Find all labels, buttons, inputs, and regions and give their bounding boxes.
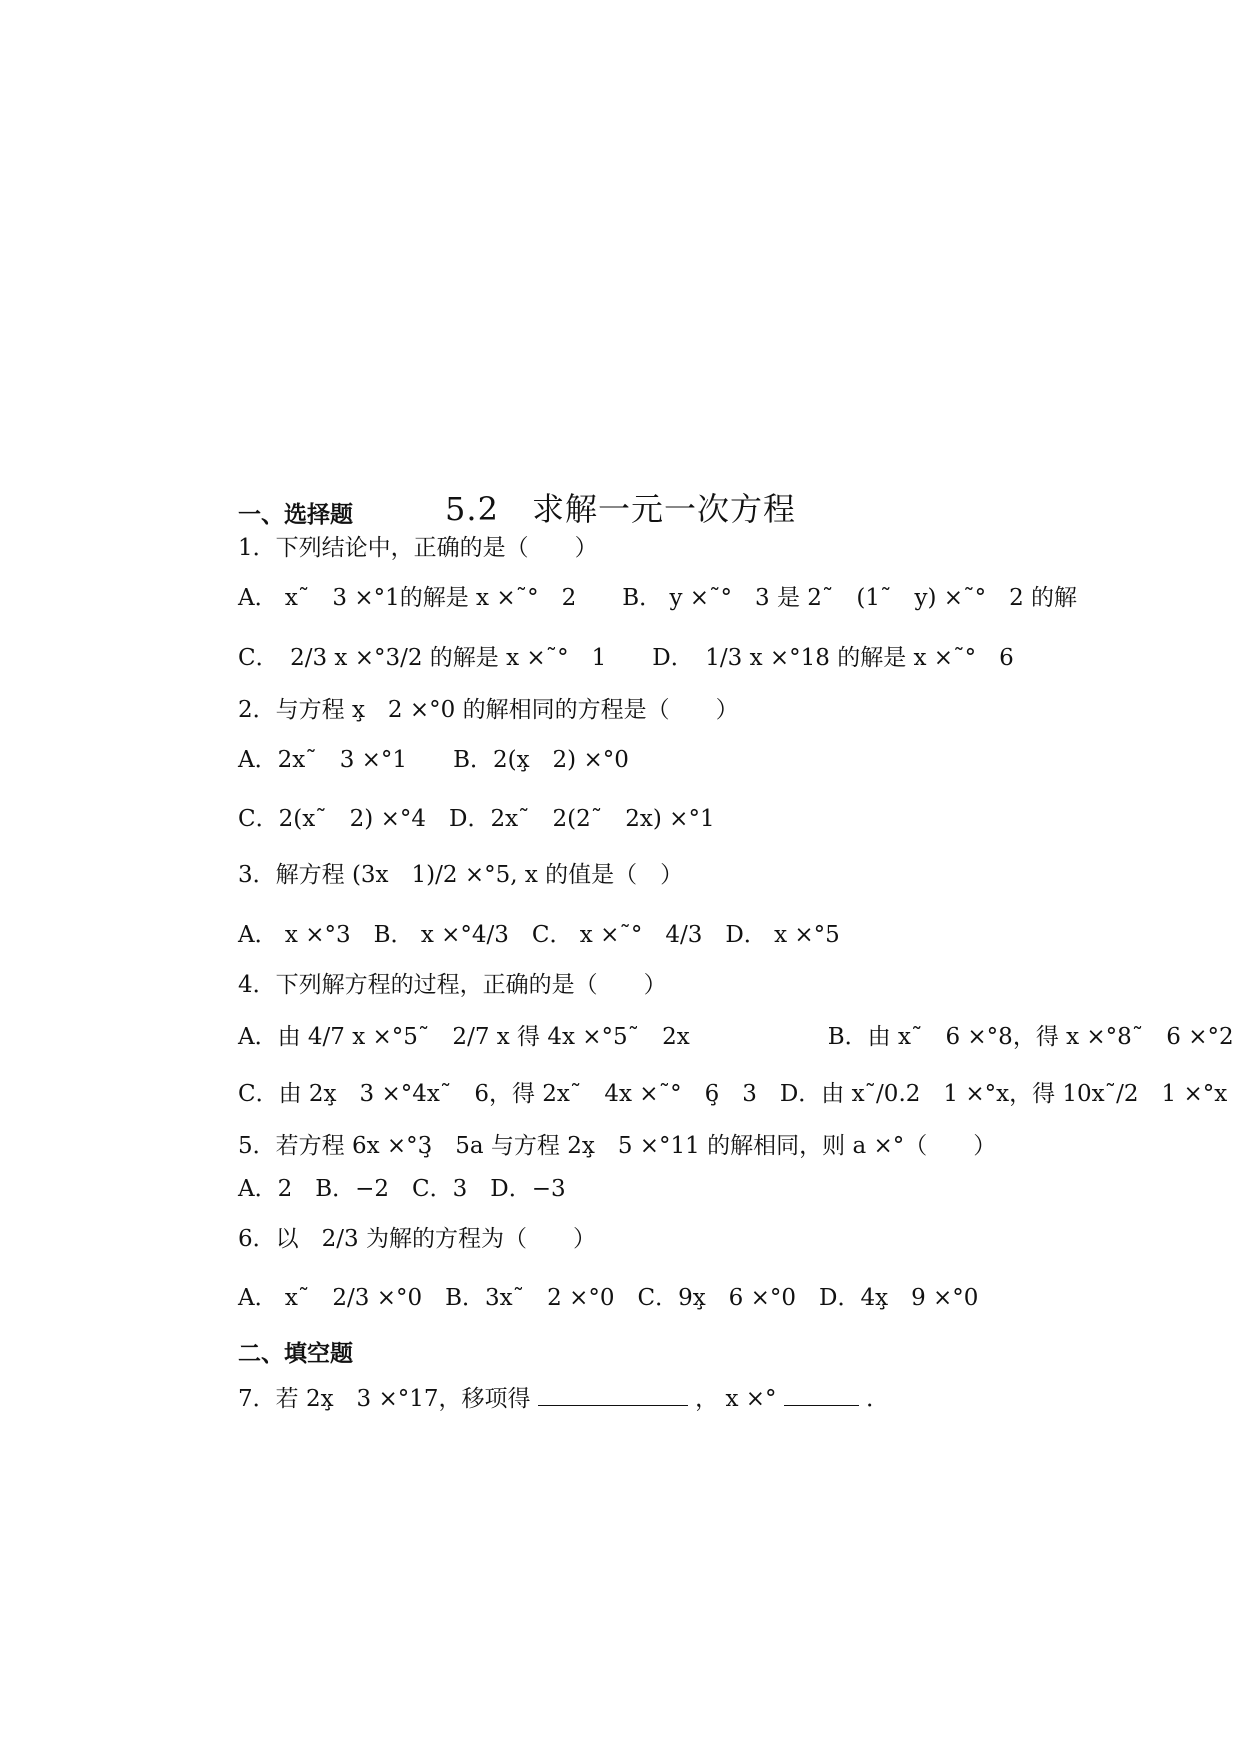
question-5: 5．若方程 6x ×°3̧ 5a 与方程 2x̧ 5 ×°11 的解相同，则 a ×°（ ） [238,1133,997,1159]
question-6-options: A． x˜ 2/3 ×°0 B．3x˜ 2 ×°0 C．9x̧ 6 ×°0 D．4x̧ 9 ×°0 [238,1285,979,1311]
question-7-text: 7．若 2x̧ 3 ×°17，移项得 [238,1386,531,1412]
answer-blank-transpose[interactable] [538,1405,688,1406]
question-6: 6．以 2/3 为解的方程为（ ） [238,1226,596,1252]
question-1-options-cd: C． 2/3 x ×°3/2 的解是 x ×˜° 1 D． 1/3 x ×°18 的解是 x ×˜° 6 [238,645,1014,671]
question-3: 3．解方程 (3x 1)/2 ×°5, x 的值是（ ） [238,862,684,888]
question-1-options-ab: A． x˜ 3 ×°1的解是 x ×˜° 2 B． y ×˜° 3 是 2˜ (1˜ y) ×˜° 2 的解 [238,585,1078,611]
question-7-end: ． [866,1386,890,1412]
question-1: 1．下列结论中，正确的是（ ） [238,535,598,561]
question-2: 2．与方程 x̧ 2 ×°0 的解相同的方程是（ ） [238,697,739,723]
question-7 [238,1382,889,1416]
section-heading-fill: 二、填空题 [238,1340,353,1367]
section-heading-choice: 一、选择题 [238,501,353,528]
question-2-options-ab: A．2x˜ 3 ×°1 B．2(x̧ 2) ×°0 [238,747,629,773]
question-5-options: A．2 B．−2 C．3 D．−3 [238,1176,566,1202]
question-4: 4．下列解方程的过程，正确的是（ ） [238,972,667,998]
answer-blank-x[interactable] [784,1405,859,1406]
question-3-options: A． x ×°3 B． x ×°4/3 C． x ×˜° 4/3 D． x ×°5 [238,922,840,948]
question-7-middle: ， x ×° [695,1386,777,1412]
question-4-options-ab: A．由 4/7 x ×°5˜ 2/7 x 得 4x ×°5˜ 2x B．由 x˜ 6 ×°8，得 x ×°8˜ 6 ×°2 [238,1024,1234,1050]
question-4-options-cd: C．由 2x̧ 3 ×°4x˜ 6，得 2x˜ 4x ×˜° 6̧ 3 D．由 x˜/0.2 1 ×°x，得 10x˜/2 1 ×°x [238,1081,1228,1107]
question-2-options-cd: C．2(x˜ 2) ×°4 D．2x˜ 2(2˜ 2x) ×°1 [238,806,715,832]
page-title: 5.2 求解一元一次方程 [445,490,796,528]
